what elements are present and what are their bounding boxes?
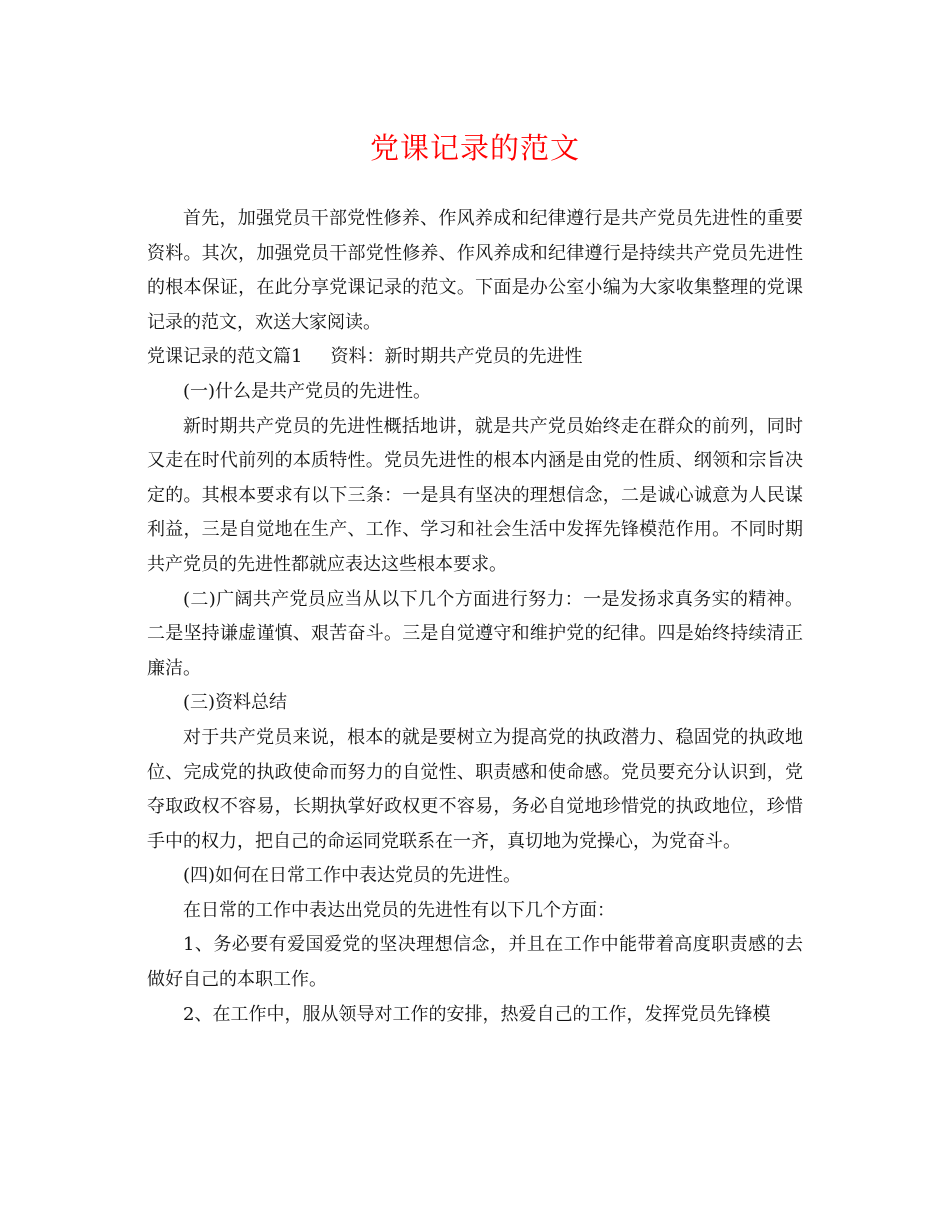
paragraph-heading-4: (四)如何在日常工作中表达党员的先进性。	[183, 865, 522, 887]
list-item: 2、在工作中，服从领导对工作的安排，热爱自己的工作，发挥党员先锋模	[183, 1003, 771, 1025]
paragraph: 对于共产党员来说，根本的就是要树立为提高党的执政潜力、稳固党的执政地位、完成党的执政使命而努力的自觉性、职责感和使命感。党员要充分认识到，党夺取政权不容易，长期执掌好政权更不容易，务必自觉地珍惜党的执政地位，珍惜手中的权力，把自己的命运同党联系在一齐，真切地为党操心，为党奋斗。	[147, 726, 803, 852]
paragraph: 新时期共产党员的先进性概括地讲，就是共产党员始终走在群众的前列，同时又走在时代前列的本质特性。党员先进性的根本内涵是由党的性质、纲领和宗旨决定的。其根本要求有以下三条：一是具有坚决的理想信念，二是诚心诚意为人民谋利益，三是自觉地在生产、工作、学习和社会生活中发挥先锋模范作用。不同时期共产党员的先进性都就应表达这些根本要求。	[147, 415, 803, 575]
list-item: 1、务必要有爱国爱党的坚决理想信念，并且在工作中能带着高度职责感的去做好自己的本职工作。	[147, 934, 803, 991]
section-header	[147, 340, 803, 375]
paragraph-heading-1: (一)什么是共产党员的先进性。	[183, 380, 432, 402]
paragraph: 在日常的工作中表达出党员的先进性有以下几个方面：	[183, 899, 615, 921]
section-topic: 资料：新时期共产党员的先进性	[330, 346, 583, 368]
paragraph-heading-2: (二)广阔共产党员应当从以下几个方面进行努力：一是发扬求真务实的精神。二是坚持谦虚谨慎、艰苦奋斗。三是自觉遵守和维护党的纪律。四是始终持续清正廉洁。	[147, 588, 803, 679]
document-title: 党课记录的范文	[369, 131, 580, 165]
intro-paragraph: 首先，加强党员干部党性修养、作风养成和纪律遵行是共产党员先进性的重要资料。其次，加强党员干部党性修养、作风养成和纪律遵行是持续共产党员先进性的根本保证，在此分享党课记录的范文。下面是办公室小编为大家收集整理的党课记录的范文，欢送大家阅读。	[147, 208, 803, 333]
document-body	[147, 202, 803, 1032]
section-label: 党课记录的范文篇1	[147, 346, 303, 368]
paragraph-heading-3: (三)资料总结	[183, 692, 288, 714]
